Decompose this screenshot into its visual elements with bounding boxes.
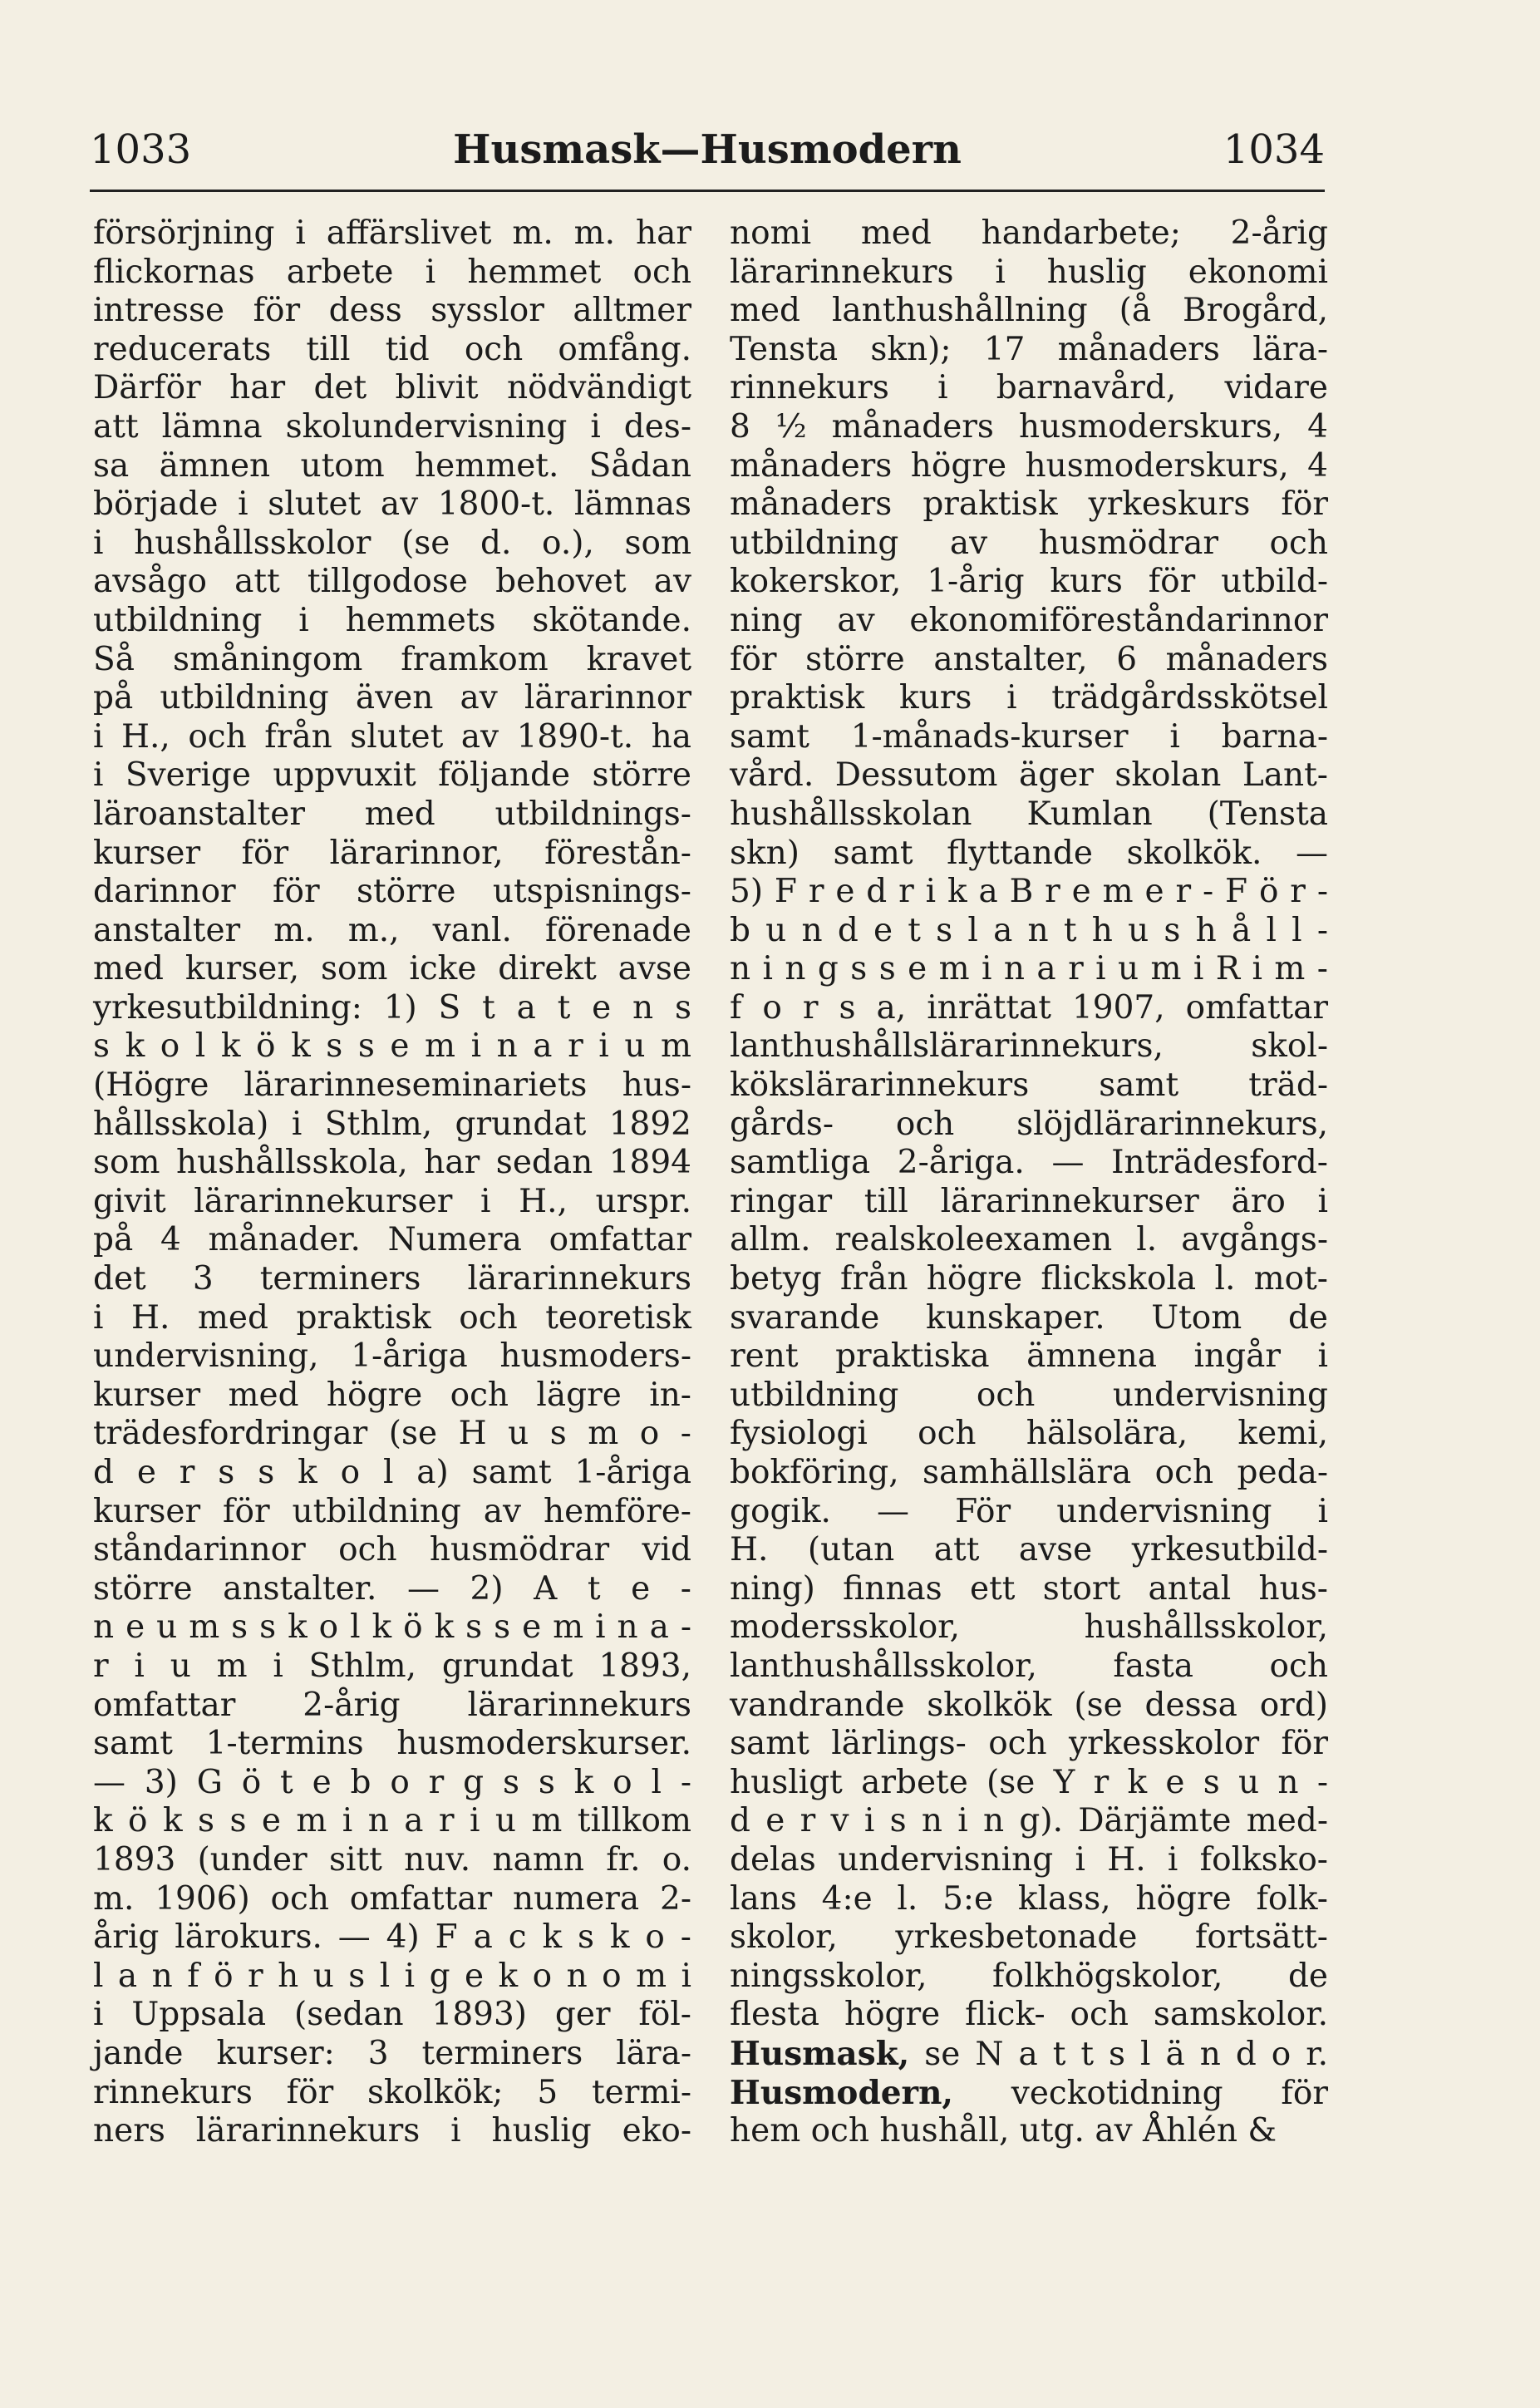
text-line: samtliga 2-åriga. — Inträdesford-: [730, 1144, 1328, 1182]
page-header: [90, 116, 1325, 183]
text-line: l a n f ö r h u s l i g e k o n o m i: [93, 1957, 691, 1995]
entry-husmask: [730, 2035, 1328, 2074]
text-line: gårds- och slöjdlärarinnekurs,: [730, 1105, 1328, 1143]
right-column-body: [730, 214, 1328, 2035]
entry-text: veckotidning för: [953, 2074, 1328, 2112]
text-line: utbildning och undervisning: [730, 1376, 1328, 1414]
entry-text: se N a t t s l ä n d o r.: [909, 2035, 1328, 2073]
text-line: reducerats till tid och omfång.: [93, 330, 691, 368]
text-line: f o r s a, inrättat 1907, omfattar: [730, 988, 1328, 1027]
text-line: k ö k s s e m i n a r i u m tillkom: [93, 1802, 691, 1840]
text-line: samt 1-månads-kurser i barna-: [730, 717, 1328, 756]
text-line: månaders högre husmoderskurs, 4: [730, 446, 1328, 485]
page-number-left: 1033: [90, 126, 192, 173]
text-line: i H. med praktisk och teoretisk: [93, 1298, 691, 1337]
text-line: kökslärarinnekurs samt träd-: [730, 1066, 1328, 1105]
text-line: fysiologi och hälsolära, kemi,: [730, 1415, 1328, 1453]
text-line: d e r s s k o l a) samt 1-åriga: [93, 1454, 691, 1491]
text-line: i Uppsala (sedan 1893) ger föl-: [93, 1996, 691, 2034]
text-line: d e r v i s n i n g). Därjämte med-: [730, 1802, 1328, 1840]
text-line: hem och hushåll, utg. av Åhlén &: [730, 2112, 1277, 2150]
text-line: undervisning, 1-åriga husmoders-: [93, 1337, 691, 1376]
text-line: ståndarinnor och husmödrar vid: [93, 1531, 691, 1569]
text-line: ners lärarinnekurs i huslig eko-: [93, 2112, 691, 2150]
text-line: 8 ½ månaders husmoderskurs, 4: [730, 407, 1328, 446]
text-line: intresse för dess sysslor alltmer: [93, 292, 691, 330]
text-line: Därför har det blivit nödvändigt: [93, 369, 691, 407]
text-line: ringar till lärarinnekurser äro i: [730, 1182, 1328, 1220]
text-line: samt 1-termins husmoderskurser.: [93, 1725, 691, 1763]
text-line: skn) samt flyttande skolkök. —: [730, 834, 1328, 872]
running-title: Husmask—Husmodern: [453, 126, 962, 173]
text-line: med lanthushållning (å Brogård,: [730, 292, 1328, 330]
text-line: trädesfordringar (se H u s m o -: [93, 1415, 691, 1453]
text-line: kurser för utbildning av hemföre-: [93, 1492, 691, 1530]
text-line: rinnekurs för skolkök; 5 termi-: [93, 2073, 691, 2111]
text-line: för större anstalter, 6 månaders: [730, 640, 1328, 678]
text-line: årig lärokurs. — 4) F a c k s k o -: [93, 1918, 691, 1957]
text-line: husligt arbete (se Y r k e s u n -: [730, 1763, 1328, 1801]
text-line: på utbildning även av lärarinnor: [93, 679, 691, 717]
text-line: flickornas arbete i hemmet och: [93, 253, 691, 291]
text-line: i Sverige uppvuxit följande större: [93, 756, 691, 795]
text-line: kurser med högre och lägre in-: [93, 1376, 691, 1414]
text-line: Tensta skn); 17 månaders lära-: [730, 330, 1328, 368]
text-line: delas undervisning i H. i folksko-: [730, 1840, 1328, 1879]
text-line: rinnekurs i barnavård, vidare: [730, 369, 1328, 407]
text-line: i H., och från slutet av 1890-t. ha: [93, 717, 691, 756]
text-line: n i n g s s e m i n a r i u m i R i m -: [730, 950, 1328, 988]
text-line: lanthushållslärarinnekurs, skol-: [730, 1027, 1328, 1066]
entry-headword: Husmodern,: [730, 2073, 954, 2112]
text-line: skolor, yrkesbetonade fortsätt-: [730, 1918, 1328, 1957]
text-line: (Högre lärarinneseminariets hus-: [93, 1066, 691, 1105]
text-line: ningsskolor, folkhögskolor, de: [730, 1957, 1328, 1995]
text-line: läroanstalter med utbildnings-: [93, 795, 691, 833]
text-line: större anstalter. — 2) A t e -: [93, 1569, 691, 1608]
text-line: H. (utan att avse yrkesutbild-: [730, 1531, 1328, 1569]
text-line: nomi med handarbete; 2-årig: [730, 214, 1328, 252]
text-line: bokföring, samhällslära och peda-: [730, 1454, 1328, 1491]
text-line: b u n d e t s l a n t h u s h å l l -: [730, 911, 1328, 949]
text-line: 5) F r e d r i k a B r e m e r - F ö r -: [730, 873, 1328, 911]
text-line: kurser för lärarinnor, förestån-: [93, 834, 691, 872]
text-line: darinnor för större utspisnings-: [93, 873, 691, 911]
text-line: betyg från högre flickskola l. mot-: [730, 1260, 1328, 1298]
text-line: s k o l k ö k s s e m i n a r i u m: [93, 1027, 691, 1066]
text-line: försörjning i affärslivet m. m. har: [93, 214, 691, 252]
text-line: i hushållsskolor (se d. o.), som: [93, 524, 691, 562]
right-column: [730, 214, 1328, 2151]
text-line: m. 1906) och omfattar numera 2-: [93, 1879, 691, 1918]
text-line: svarande kunskaper. Utom de: [730, 1298, 1328, 1337]
text-line: Så småningom framkom kravet: [93, 640, 691, 678]
text-line: avsågo att tillgodose behovet av: [93, 563, 691, 601]
left-column: [93, 214, 691, 2151]
text-line: modersskolor, hushållsskolor,: [730, 1608, 1328, 1647]
text-line: gogik. — För undervisning i: [730, 1492, 1328, 1530]
text-line: allm. realskoleexamen l. avgångs-: [730, 1221, 1328, 1259]
text-line: lanthushållsskolor, fasta och: [730, 1647, 1328, 1685]
text-line: som hushållsskola, har sedan 1894: [93, 1144, 691, 1182]
text-line: med kurser, som icke direkt avse: [93, 950, 691, 988]
text-line: ning av ekonomiföreståndarinnor: [730, 601, 1328, 639]
page-number-right: 1034: [1223, 126, 1325, 173]
text-line: samt lärlings- och yrkesskolor för: [730, 1725, 1328, 1763]
text-line: — 3) G ö t e b o r g s s k o l -: [93, 1763, 691, 1801]
text-line: vandrande skolkök (se dessa ord): [730, 1686, 1328, 1724]
text-line: utbildning av husmödrar och: [730, 524, 1328, 562]
text-line: kokerskor, 1-årig kurs för utbild-: [730, 563, 1328, 601]
header-rule: [90, 190, 1325, 192]
text-line: anstalter m. m., vanl. förenade: [93, 911, 691, 949]
entry-husmodern: [730, 2074, 1328, 2113]
text-line: r i u m i Sthlm, grundat 1893,: [93, 1647, 691, 1685]
text-line: det 3 terminers lärarinnekurs: [93, 1260, 691, 1298]
text-line: rent praktiska ämnena ingår i: [730, 1337, 1328, 1376]
text-line: utbildning i hemmets skötande.: [93, 601, 691, 639]
text-line: att lämna skolundervisning i des-: [93, 407, 691, 446]
text-line: vård. Dessutom äger skolan Lant-: [730, 756, 1328, 795]
text-line: på 4 månader. Numera omfattar: [93, 1221, 691, 1259]
text-line: sa ämnen utom hemmet. Sådan: [93, 446, 691, 485]
text-line: n e u m s s k o l k ö k s s e m i n a -: [93, 1608, 691, 1647]
text-line: månaders praktisk yrkeskurs för: [730, 485, 1328, 524]
text-line: omfattar 2-årig lärarinnekurs: [93, 1686, 691, 1724]
text-line: började i slutet av 1800-t. lämnas: [93, 485, 691, 524]
text-line: jande kurser: 3 terminers lära-: [93, 2034, 691, 2072]
text-line: praktisk kurs i trädgårdsskötsel: [730, 679, 1328, 717]
entry-headword: Husmask,: [730, 2034, 910, 2073]
text-line: givit lärarinnekurser i H., urspr.: [93, 1182, 691, 1220]
text-line: yrkesutbildning: 1) S t a t e n s: [93, 988, 691, 1027]
text-line: flesta högre flick- och samskolor.: [730, 1996, 1328, 2034]
text-line: hållsskola) i Sthlm, grundat 1892: [93, 1105, 691, 1143]
text-line: 1893 (under sitt nuv. namn fr. o.: [93, 1840, 691, 1879]
text-line: hushållsskolan Kumlan (Tensta: [730, 795, 1328, 833]
text-line: ning) finnas ett stort antal hus-: [730, 1569, 1328, 1608]
text-line: lans 4:e l. 5:e klass, högre folk-: [730, 1879, 1328, 1918]
text-line: lärarinnekurs i huslig ekonomi: [730, 253, 1328, 291]
